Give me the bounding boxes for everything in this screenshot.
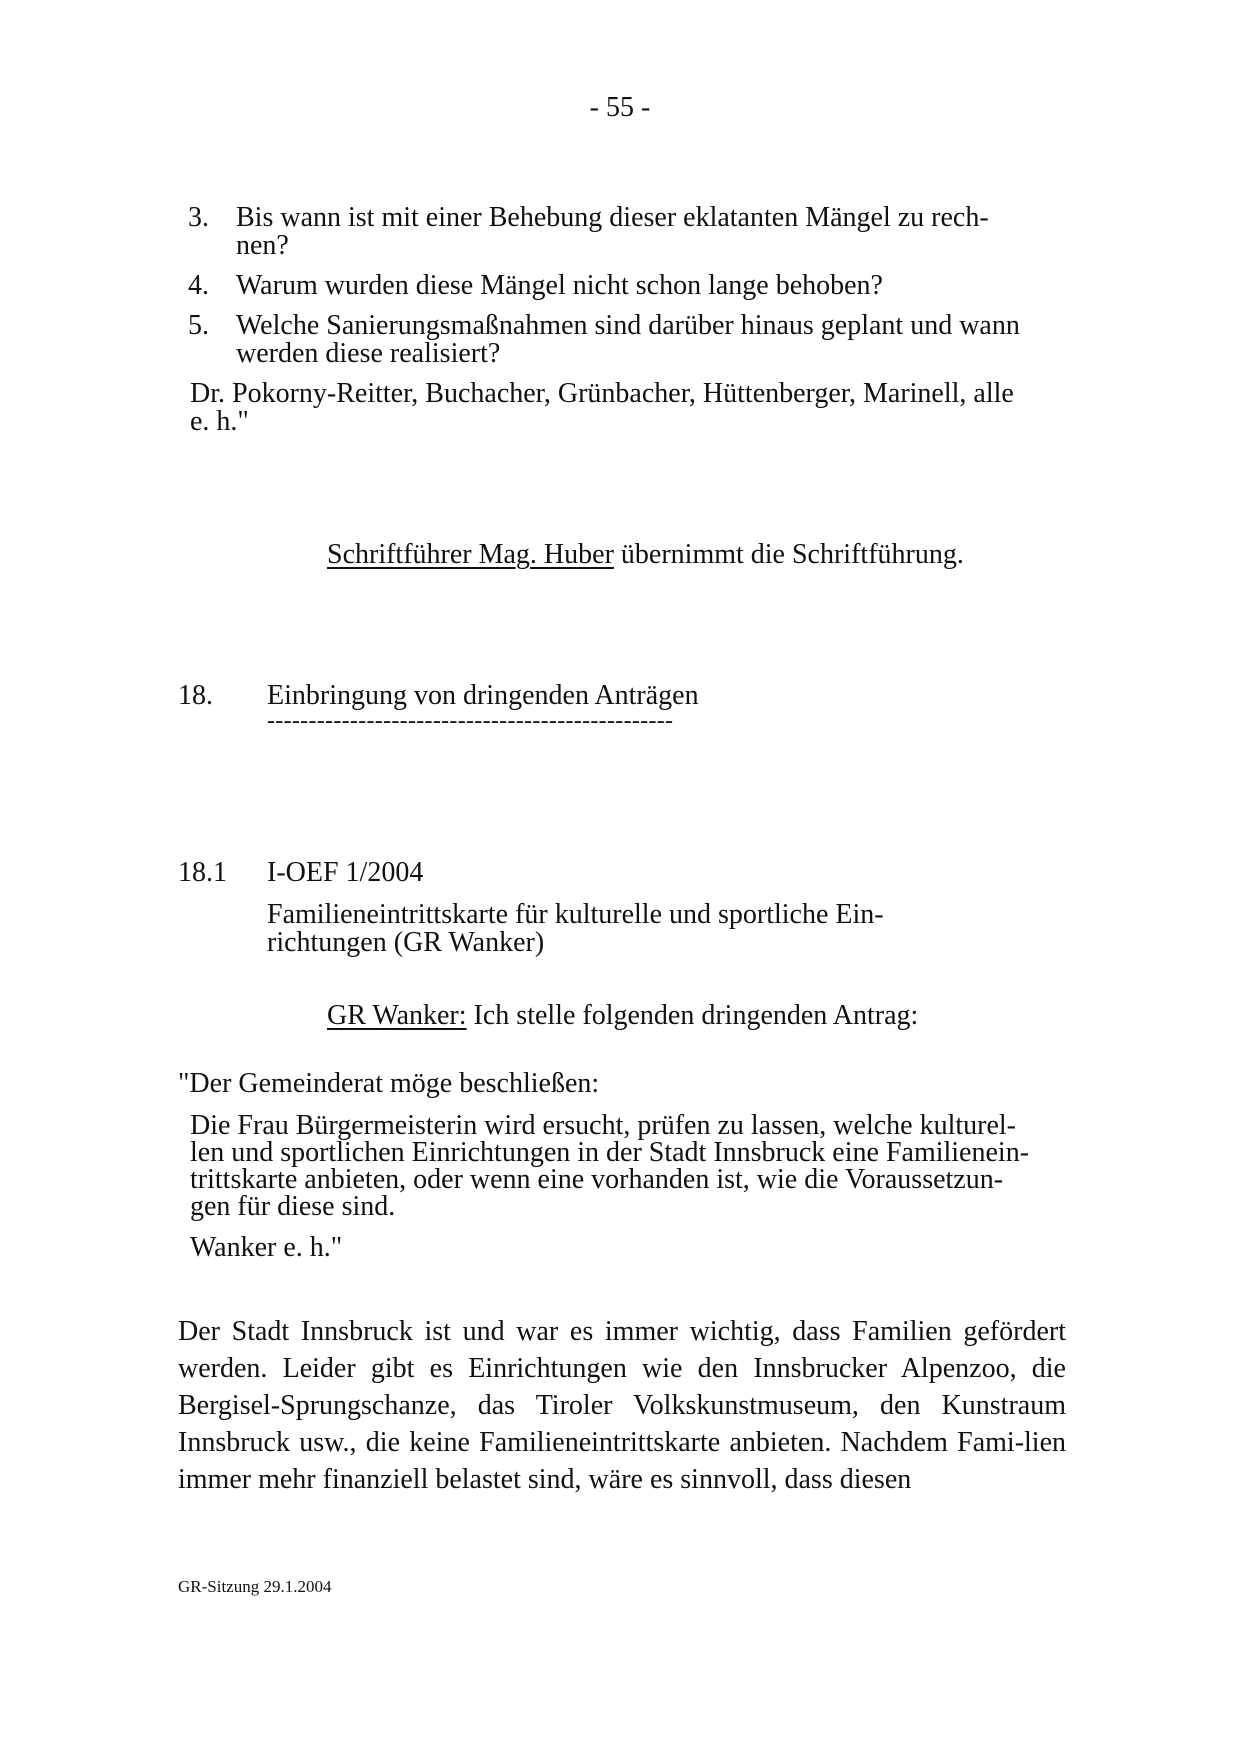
question-3-number: 3. xyxy=(188,202,209,233)
item-18-1-number: 18.1 xyxy=(178,857,227,888)
signatories-line1: Dr. Pokorny-Reitter, Buchacher, Grünbacher, Hüttenberger, Marinell, alle xyxy=(190,378,1014,409)
body-paragraph: Der Stadt Innsbruck ist und war es immer wichtig, dass Familien gefördert werden. Leider gibt es Einrichtungen wie den Innsbrucker Alpenzoo, die Bergisel-Sprungschanze, das Tiroler Volkskunstmuseum, den Kunstraum Innsbruck usw., die keine Familieneintrittskarte anbieten. Nachdem Fami-lien immer mehr finanziell belastet sind, wäre es sinnvoll, dass diesen xyxy=(178,1316,1066,1495)
signatories-line2: e. h." xyxy=(190,406,249,437)
question-4-number: 4. xyxy=(188,270,209,301)
secretary-name: Schriftführer Mag. Huber xyxy=(327,539,614,570)
secretary-note xyxy=(327,539,964,571)
section-18-number: 18. xyxy=(178,680,213,711)
question-3-line2: nen? xyxy=(236,230,289,261)
motion-line-3: trittskarte anbieten, oder wenn eine vorhanden ist, wie die Voraussetzun- xyxy=(190,1164,1004,1195)
motion-intro xyxy=(327,1000,918,1032)
question-4-line1: Warum wurden diese Mängel nicht schon lange behoben? xyxy=(236,270,883,301)
question-5-line2: werden diese realisiert? xyxy=(236,338,501,369)
motion-line-1: Die Frau Bürgermeisterin wird ersucht, prüfen zu lassen, welche kulturel- xyxy=(190,1110,1016,1141)
item-18-1-subject-line1: Familieneintrittskarte für kulturelle und sportliche Ein- xyxy=(267,899,884,930)
motion-line-4: gen für diese sind. xyxy=(190,1191,396,1222)
motion-opening: "Der Gemeinderat möge beschließen: xyxy=(178,1068,600,1099)
footer-session-date: GR-Sitzung 29.1.2004 xyxy=(178,1577,332,1596)
motion-speaker: GR Wanker: xyxy=(327,1000,467,1031)
item-18-1-code: I-OEF 1/2004 xyxy=(267,857,424,888)
section-18-title: Einbringung von dringenden Anträgen xyxy=(267,680,699,711)
question-5-line1: Welche Sanierungsmaßnahmen sind darüber hinaus geplant und wann xyxy=(236,310,1020,341)
question-3-line1: Bis wann ist mit einer Behebung dieser eklatanten Mängel zu rech- xyxy=(236,202,989,233)
motion-signature: Wanker e. h." xyxy=(190,1232,343,1263)
section-18-dash-rule: ------------------------------------------------- xyxy=(267,708,674,734)
question-5-number: 5. xyxy=(188,310,209,341)
item-18-1-subject-line2: richtungen (GR Wanker) xyxy=(267,927,545,958)
page-number: - 55 - xyxy=(589,92,651,123)
motion-line-2: len und sportlichen Einrichtungen in der Stadt Innsbruck eine Familienein- xyxy=(190,1137,1030,1168)
secretary-note-text: übernimmt die Schriftführung. xyxy=(613,539,964,570)
motion-intro-text: Ich stelle folgenden dringenden Antrag: xyxy=(466,1000,919,1031)
